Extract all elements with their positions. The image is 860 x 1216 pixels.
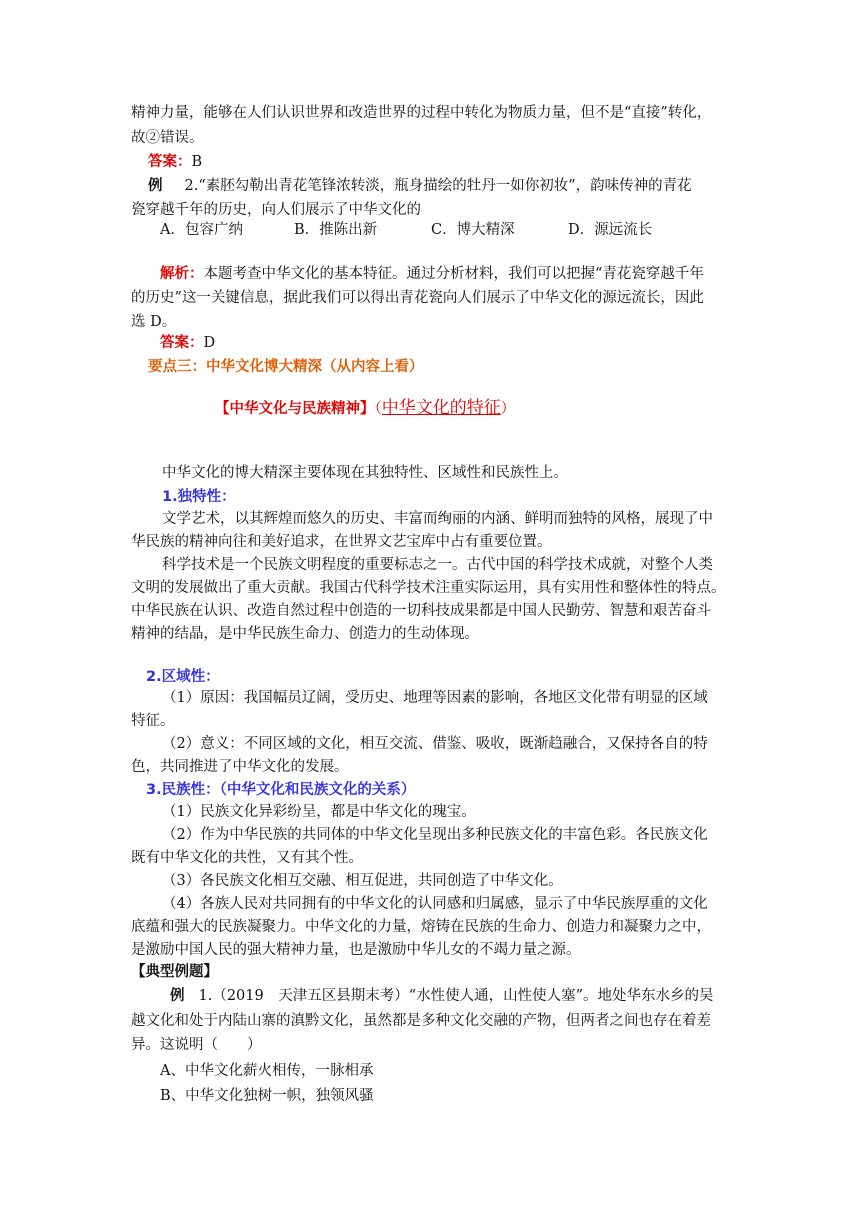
paragraph-line: 精神力量，能够在人们认识世界和改造世界的过程中转化为物质力量，但不是“直接”转化，	[131, 105, 712, 121]
options-row	[160, 220, 652, 240]
subheading-ethnicity: 3.民族性：（中华文化和民族文化的关系）	[146, 782, 416, 798]
answer-2	[160, 333, 215, 353]
section-title	[215, 398, 515, 419]
paragraph-line: 色，共同推进了中华文化的发展。	[131, 759, 349, 775]
analysis-text: 本题考查中华文化的基本特征。通过分析材料，我们可以把握“青花瓷穿越千年	[203, 266, 704, 282]
paragraph-line: 故②错误。	[131, 130, 204, 146]
paren-open: （	[374, 401, 382, 417]
typical-examples-heading: 【典型例题】	[131, 963, 218, 980]
paragraph-line: 文学艺术，以其辉煌而悠久的历史、丰富而绚丽的内涵、鲜明而独特的风格，展现了中	[162, 511, 713, 527]
answer-1	[148, 152, 202, 172]
paragraph-line: 异。这说明（ ）	[131, 1037, 262, 1053]
paragraph-line: （4）各族人民对共同拥有的中华文化的认同感和归属感，显示了中华民族厚重的文化	[162, 896, 708, 912]
section-link[interactable]: 中华文化的特征	[381, 398, 501, 418]
subheading-uniqueness: 1.独特性：	[162, 489, 236, 505]
paragraph-line: （3）各民族文化相互交融、相互促进，共同创造了中华文化。	[162, 873, 563, 889]
paragraph-line: 科学技术是一个民族文明程度的重要标志之一。古代中国的科学技术成就，对整个人类	[162, 557, 713, 573]
paragraph-line: 特征。	[131, 713, 175, 729]
analysis-label: 解析：	[160, 265, 204, 282]
example-text: 2.“素胚勾勒出青花笔锋浓转淡，瓶身描绘的牡丹一如你初妆”，韵味传神的青花	[184, 178, 692, 194]
option-d: D．源远流长	[568, 222, 653, 238]
answer-label: 答案：	[160, 334, 204, 351]
subheading-regionality: 2.区域性：	[146, 669, 220, 685]
option-c: C．博大精深	[431, 222, 515, 238]
paragraph-line: 越文化和处于内陆山寨的滇黔文化，虽然都是多种文化交融的产物，但两者之间也存在着差	[131, 1013, 711, 1029]
paragraph-line: 底蕴和强大的民族凝聚力。中华文化的力量，熔铸在民族的生命力、创造力和凝聚力之中，	[131, 919, 711, 935]
example-1	[170, 986, 714, 1006]
paragraph-line: 既有中华文化的共性，又有其个性。	[131, 850, 363, 866]
paragraph-line: 精神的结晶，是中华民族生命力、创造力的生动体现。	[131, 626, 479, 642]
paragraph-line: （2）作为中华民族的共同体的中华文化呈现出多种民族文化的丰富色彩。各民族文化	[162, 827, 708, 843]
paragraph-line: 华民族的精神向往和美好追求，在世界文艺宝库中占有重要位置。	[131, 534, 552, 550]
paragraph-line: 的历史”这一关键信息，据此我们可以得出青花瓷向人们展示了中华文化的源远流长，因此	[131, 290, 704, 306]
answer-value: B	[191, 154, 203, 170]
paragraph-line: 是激励中国人民的强大精神力量，也是激励中华儿女的不竭力量之源。	[131, 942, 581, 958]
option-b: B．推陈出新	[294, 222, 378, 238]
option-a: A．包容广纳	[160, 222, 243, 238]
example-label: 例	[148, 177, 163, 194]
paragraph-line: （1）原因：我国幅员辽阔，受历史、地理等因素的影响，各地区文化带有明显的区域	[162, 690, 708, 706]
key-point-heading: 要点三：中华文化博大精深（从内容上看）	[148, 359, 424, 375]
paren-close: ）	[500, 401, 516, 417]
paragraph-line: 文明的发展做出了重大贡献。我国古代科学技术注重实际运用，具有实用性和整体性的特点。	[131, 580, 726, 596]
example-label: 例	[170, 987, 185, 1004]
analysis	[160, 264, 704, 284]
intro-paragraph: 中华文化的博大精深主要体现在其独特性、区域性和民族性上。	[162, 465, 568, 481]
example-1-option-b: B、中华文化独树一帜，独领风骚	[160, 1088, 374, 1104]
example-2	[148, 176, 692, 196]
paragraph-line: 瓷穿越千年的历史，向人们展示了中华文化的	[131, 202, 421, 218]
example-text: 1.（2019 天津五区县期末考）“水性使人通，山性使人塞”。地处华东水乡的吴	[198, 988, 714, 1004]
answer-value: D	[203, 335, 216, 351]
example-1-option-a: A、中华文化薪火相传，一脉相承	[160, 1063, 374, 1079]
paragraph-line: （2）意义：不同区域的文化，相互交流、借鉴、吸收，既渐趋融合，又保持各自的特	[162, 736, 708, 752]
section-title-text: 【中华文化与民族精神】	[215, 401, 375, 417]
paragraph-line: 选 D。	[131, 314, 177, 330]
answer-label: 答案：	[148, 153, 192, 170]
paragraph-line: 中华民族在认识、改造自然过程中创造的一切科技成果都是中国人民勤劳、智慧和艰苦奋斗	[131, 603, 711, 619]
paragraph-line: （1）民族文化异彩纷呈，都是中华文化的瑰宝。	[162, 804, 476, 820]
